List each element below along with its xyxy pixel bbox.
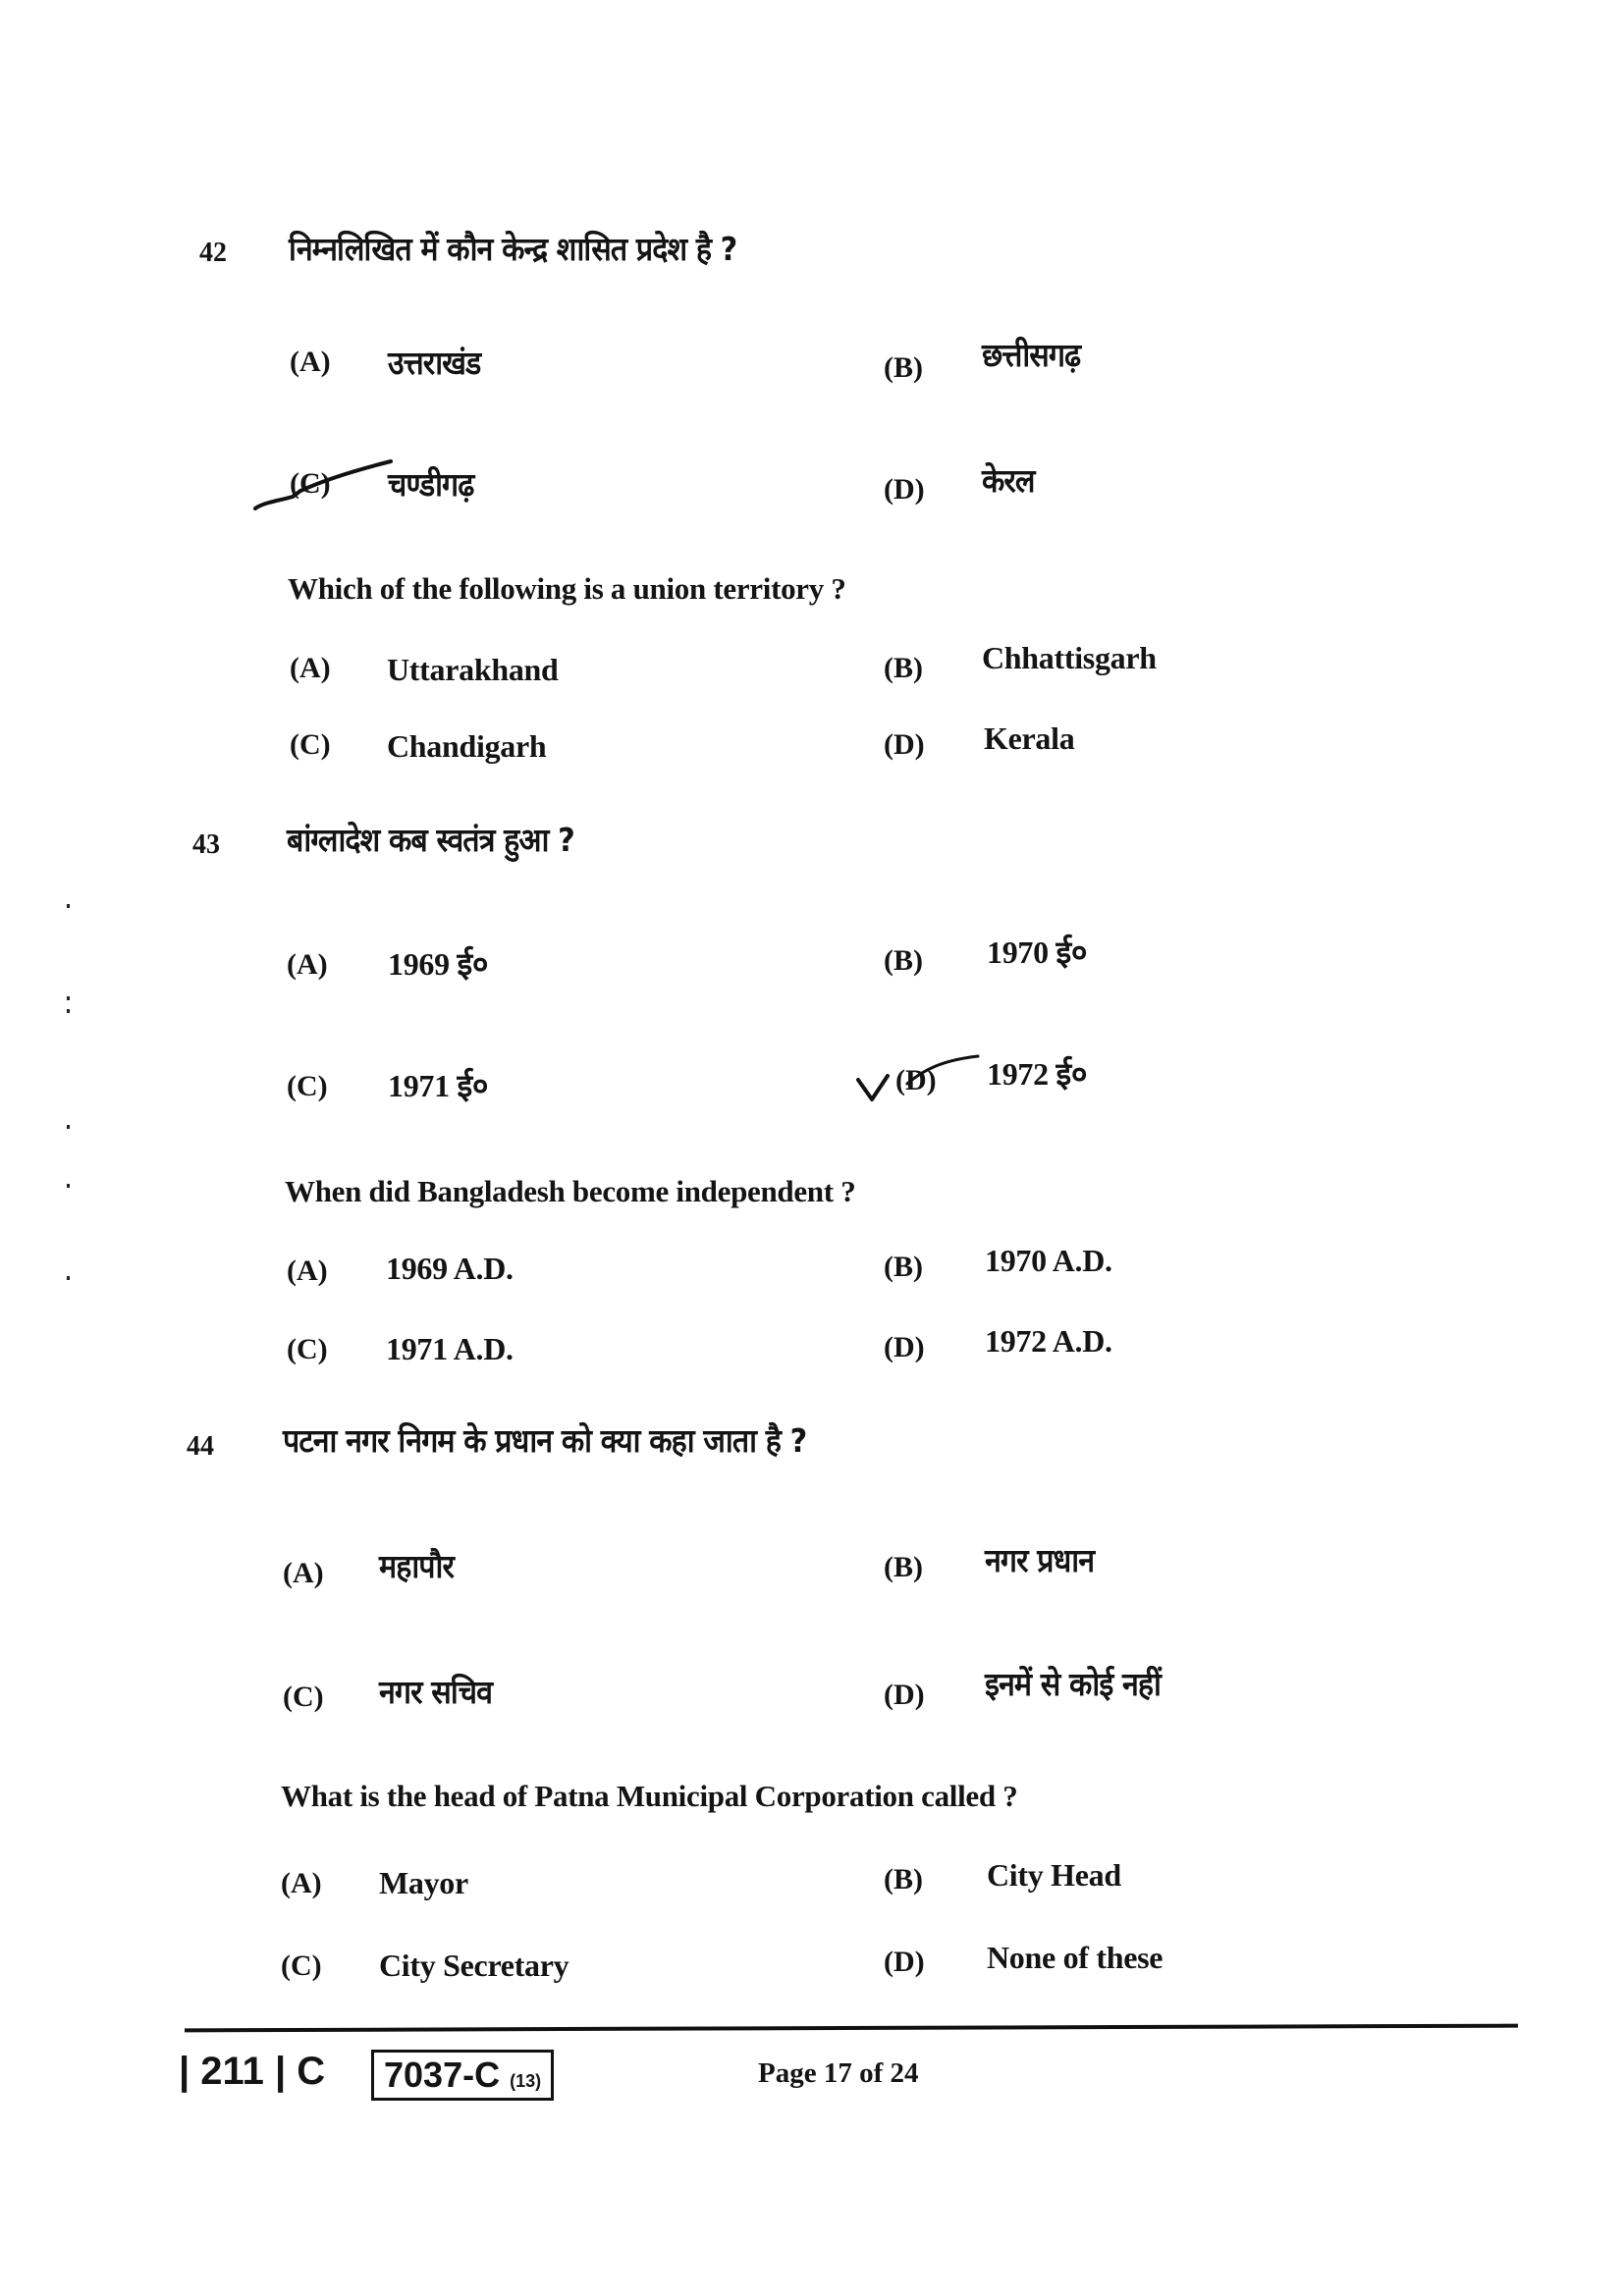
option-label: (B): [884, 1863, 923, 1896]
option-label: (D): [884, 1946, 925, 1978]
option-text[interactable]: Chhattisgarh: [982, 640, 1157, 675]
margin-dot: [67, 1009, 70, 1013]
booklet-sub: (13): [510, 2071, 542, 2091]
option-label: (B): [884, 351, 923, 384]
handwritten-check-mark-icon: [854, 1046, 982, 1105]
margin-dot: [67, 1125, 70, 1129]
option-text[interactable]: इनमें से कोई नहीं: [985, 1665, 1161, 1703]
question-number: 43: [192, 829, 220, 860]
option-text[interactable]: City Secretary: [379, 1948, 569, 1983]
option-text[interactable]: उत्तराखंड: [388, 344, 481, 382]
page-number: Page 17 of 24: [758, 2057, 919, 2089]
option-label: (C): [283, 1681, 324, 1713]
option-text[interactable]: 1970 ई०: [987, 934, 1088, 970]
question-number: 42: [199, 238, 227, 268]
booklet-code-box: [371, 2050, 554, 2101]
margin-dot: [67, 904, 70, 908]
option-text[interactable]: Mayor: [379, 1865, 468, 1900]
option-label: (D): [884, 473, 925, 506]
question-text-hindi: निम्नलिखित में कौन केन्द्र शासित प्रदेश है ?: [289, 230, 737, 268]
option-label: (A): [287, 948, 328, 981]
question-text-english: When did Bangladesh become independent ?: [285, 1174, 856, 1208]
question-number: 44: [187, 1431, 214, 1462]
footer-divider: [185, 2024, 1518, 2033]
option-label: (A): [283, 1557, 324, 1589]
question-text-english: Which of the following is a union territory ?: [288, 571, 846, 606]
option-text[interactable]: नगर प्रधान: [985, 1541, 1095, 1579]
option-text[interactable]: Chandigarh: [387, 728, 547, 764]
option-label: (C): [290, 728, 331, 761]
option-label: (D): [884, 728, 925, 761]
option-label: (C): [287, 1333, 328, 1365]
option-text[interactable]: नगर सचिव: [379, 1673, 493, 1711]
option-text[interactable]: 1969 ई०: [388, 946, 489, 982]
option-text[interactable]: 1970 A.D.: [985, 1243, 1112, 1278]
option-label: (D): [895, 1064, 937, 1096]
question-text-english: What is the head of Patna Municipal Corporation called ?: [281, 1779, 1018, 1813]
option-label: (C): [287, 1070, 328, 1102]
option-text[interactable]: 1972 A.D.: [985, 1323, 1112, 1359]
option-label: (D): [884, 1331, 925, 1363]
series-code: | 211 | C: [179, 2050, 326, 2093]
option-text[interactable]: None of these: [987, 1940, 1164, 1975]
handwritten-strike-mark-icon: [253, 457, 401, 516]
option-label: (B): [884, 1251, 923, 1283]
option-label: (B): [884, 652, 923, 684]
option-text[interactable]: 1972 ई०: [987, 1056, 1088, 1092]
margin-dot: [67, 1184, 70, 1188]
question-text-hindi: बांग्लादेश कब स्वतंत्र हुआ ?: [287, 821, 574, 859]
option-text[interactable]: चण्डीगढ़: [388, 465, 474, 504]
option-text[interactable]: महापौर: [379, 1547, 454, 1585]
option-text[interactable]: 1969 A.D.: [386, 1251, 514, 1286]
option-label: (C): [290, 467, 331, 500]
option-label: (B): [884, 944, 923, 977]
option-label: (A): [290, 652, 331, 684]
question-text-hindi: पटना नगर निगम के प्रधान को क्या कहा जाता है ?: [283, 1421, 807, 1460]
option-text[interactable]: केरल: [982, 461, 1035, 500]
option-label: (C): [281, 1949, 322, 1982]
option-text[interactable]: 1971 A.D.: [386, 1331, 514, 1366]
booklet-code: 7037-C: [384, 2055, 501, 2095]
option-text[interactable]: City Head: [987, 1857, 1121, 1893]
option-text[interactable]: छत्तीसगढ़: [982, 336, 1081, 374]
margin-dot: [67, 996, 70, 1000]
option-label: (A): [281, 1867, 322, 1899]
option-label: (A): [287, 1255, 328, 1287]
option-text[interactable]: 1971 ई०: [388, 1068, 489, 1103]
option-label: (A): [290, 346, 331, 378]
margin-dot: [67, 1276, 70, 1280]
option-text[interactable]: Uttarakhand: [387, 652, 559, 687]
option-label: (D): [884, 1679, 925, 1711]
option-text[interactable]: Kerala: [984, 721, 1075, 756]
option-label: (B): [884, 1551, 923, 1583]
